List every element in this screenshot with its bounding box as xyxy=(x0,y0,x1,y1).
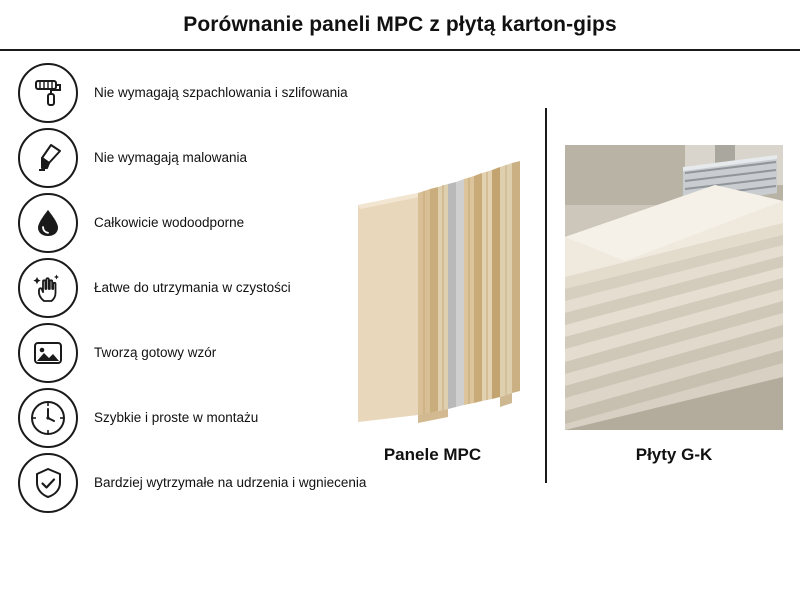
page-header xyxy=(0,0,800,50)
mpc-caption: Panele MPC xyxy=(383,445,482,464)
picture-frame-icon xyxy=(18,323,78,383)
shield-check-icon xyxy=(18,453,78,513)
vertical-divider xyxy=(545,108,547,483)
feature-label: Całkowicie wodoodporne xyxy=(94,215,245,230)
gk-caption: Płyty G-K xyxy=(635,445,713,464)
clock-icon xyxy=(18,388,78,448)
paint-roller-icon xyxy=(18,63,78,123)
paint-brush-icon xyxy=(18,128,78,188)
mpc-slat-panels-illustration xyxy=(330,145,535,430)
feature-label: Nie wymagają malowania xyxy=(94,150,248,165)
feature-label: Łatwe do utrzymania w czystości xyxy=(94,280,291,295)
page-title: Porównanie paneli MPC z płytą karton-gips xyxy=(183,13,617,36)
feature-label: Szybkie i proste w montażu xyxy=(94,410,259,425)
feature-label: Nie wymagają szpachlowania i szlifowania xyxy=(94,85,348,100)
feature-label: Tworzą gotowy wzór xyxy=(94,345,217,360)
header-divider xyxy=(0,49,800,51)
water-drop-icon xyxy=(18,193,78,253)
feature-label: Bardziej wytrzymałe na udrzenia i wgniecenia xyxy=(94,475,367,490)
cleaning-hand-icon xyxy=(18,258,78,318)
list-item xyxy=(18,60,448,125)
gypsum-boards-stack-photo xyxy=(565,145,783,430)
